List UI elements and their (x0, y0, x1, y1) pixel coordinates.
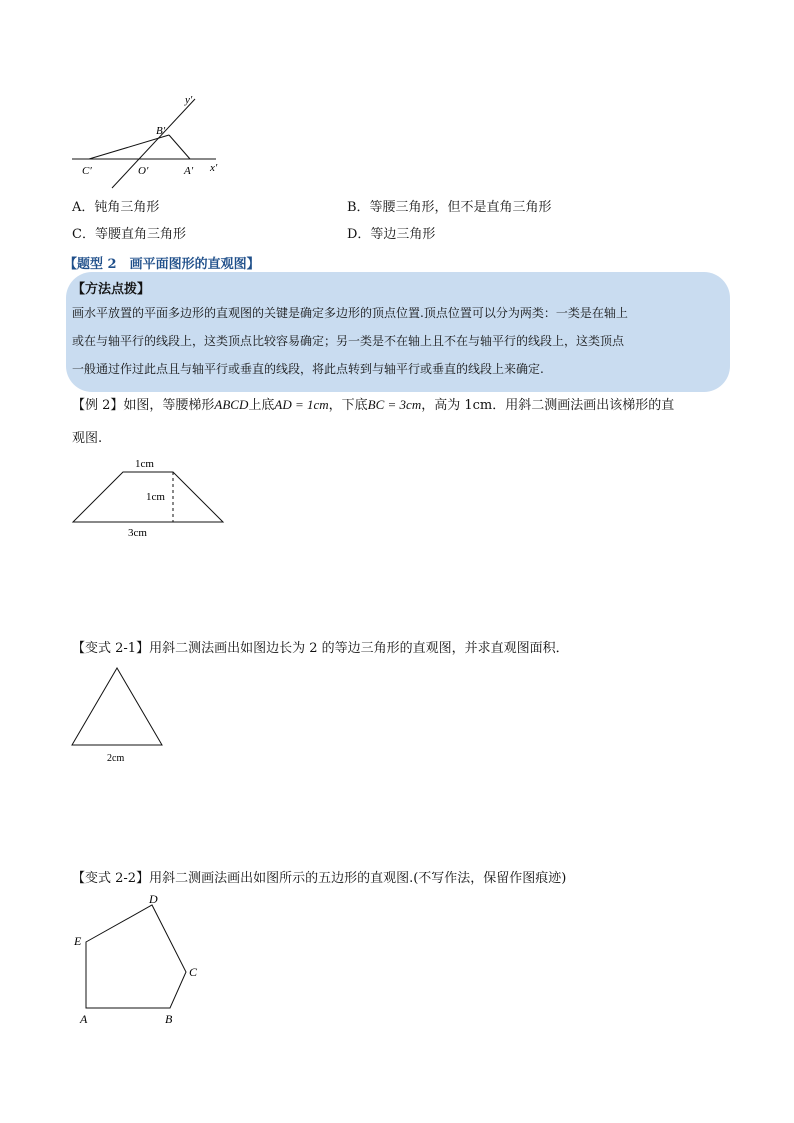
label-bottom-3cm: 3cm (128, 527, 147, 539)
label-vertex-a: A (80, 1012, 88, 1026)
segment-ba (169, 135, 190, 159)
equation-bc: BC = 3cm (367, 397, 422, 412)
option-a: A．钝角三角形 (72, 200, 160, 215)
label-abcd: ABCD (214, 397, 249, 412)
example-2-line-1: 【例 2】如图，等腰梯形ABCD上底AD = 1cm，下底BC = 3cm，高为 1cm．用斜二测画法画出该梯形的直 (72, 397, 675, 413)
label-side-2cm: 2cm (107, 753, 125, 764)
label-y-prime: y′ (185, 94, 193, 106)
label-height-1cm: 1cm (146, 491, 165, 503)
variant-2-2-text: 【变式 2-2】用斜二测画法画出如图所示的五边形的直观图.(不写作法，保留作图痕迹) (72, 871, 567, 886)
label-o-prime: O′ (138, 165, 149, 177)
label-vertex-b: B (165, 1012, 173, 1026)
method-tips-box (66, 272, 730, 392)
pentagon-shape (86, 905, 186, 1008)
trapezoid-figure (64, 450, 234, 542)
method-line-3: 一般通过作过此点且与轴平行或垂直的线段，将此点转到与轴平行或垂直的线段上来确定. (72, 362, 544, 376)
y-prime-axis (112, 99, 195, 188)
label-vertex-d: D (149, 892, 158, 906)
segment-cb (89, 135, 169, 159)
triangle-shape (72, 668, 162, 745)
option-d: D．等边三角形 (347, 227, 436, 242)
label-b-prime: B′ (156, 125, 166, 137)
example-2-line-2: 观图. (72, 431, 103, 446)
label-a-prime: A′ (184, 165, 194, 177)
section-title: 【题型 2 画平面图形的直观图】 (64, 257, 260, 272)
label-vertex-c: C (189, 965, 198, 979)
label-top-1cm: 1cm (135, 458, 154, 470)
method-line-2: 或在与轴平行的线段上，这类顶点比较容易确定；另一类是不在轴上且不在与轴平行的线段上，这类顶点 (72, 334, 625, 348)
equilateral-triangle-figure (64, 662, 174, 768)
option-b: B．等腰三角形，但不是直角三角形 (347, 200, 552, 215)
equation-ad: AD = 1cm (274, 397, 329, 412)
label-vertex-e: E (74, 934, 82, 948)
label-x-prime: x′ (210, 162, 218, 174)
oblique-axes-figure (60, 92, 240, 192)
pentagon-figure (68, 892, 208, 1028)
method-title: 【方法点拨】 (72, 282, 151, 297)
variant-2-1-text: 【变式 2-1】用斜二测法画出如图边长为 2 的等边三角形的直观图，并求直观图面积． (72, 641, 569, 656)
option-c: C．等腰直角三角形 (72, 227, 186, 242)
method-line-1: 画水平放置的平面多边形的直观图的关键是确定多边形的顶点位置.顶点位置可以分为两类：一类是在轴上 (72, 306, 628, 320)
label-c-prime: C′ (82, 165, 92, 177)
example-2-label: 【例 2】 (72, 398, 124, 413)
